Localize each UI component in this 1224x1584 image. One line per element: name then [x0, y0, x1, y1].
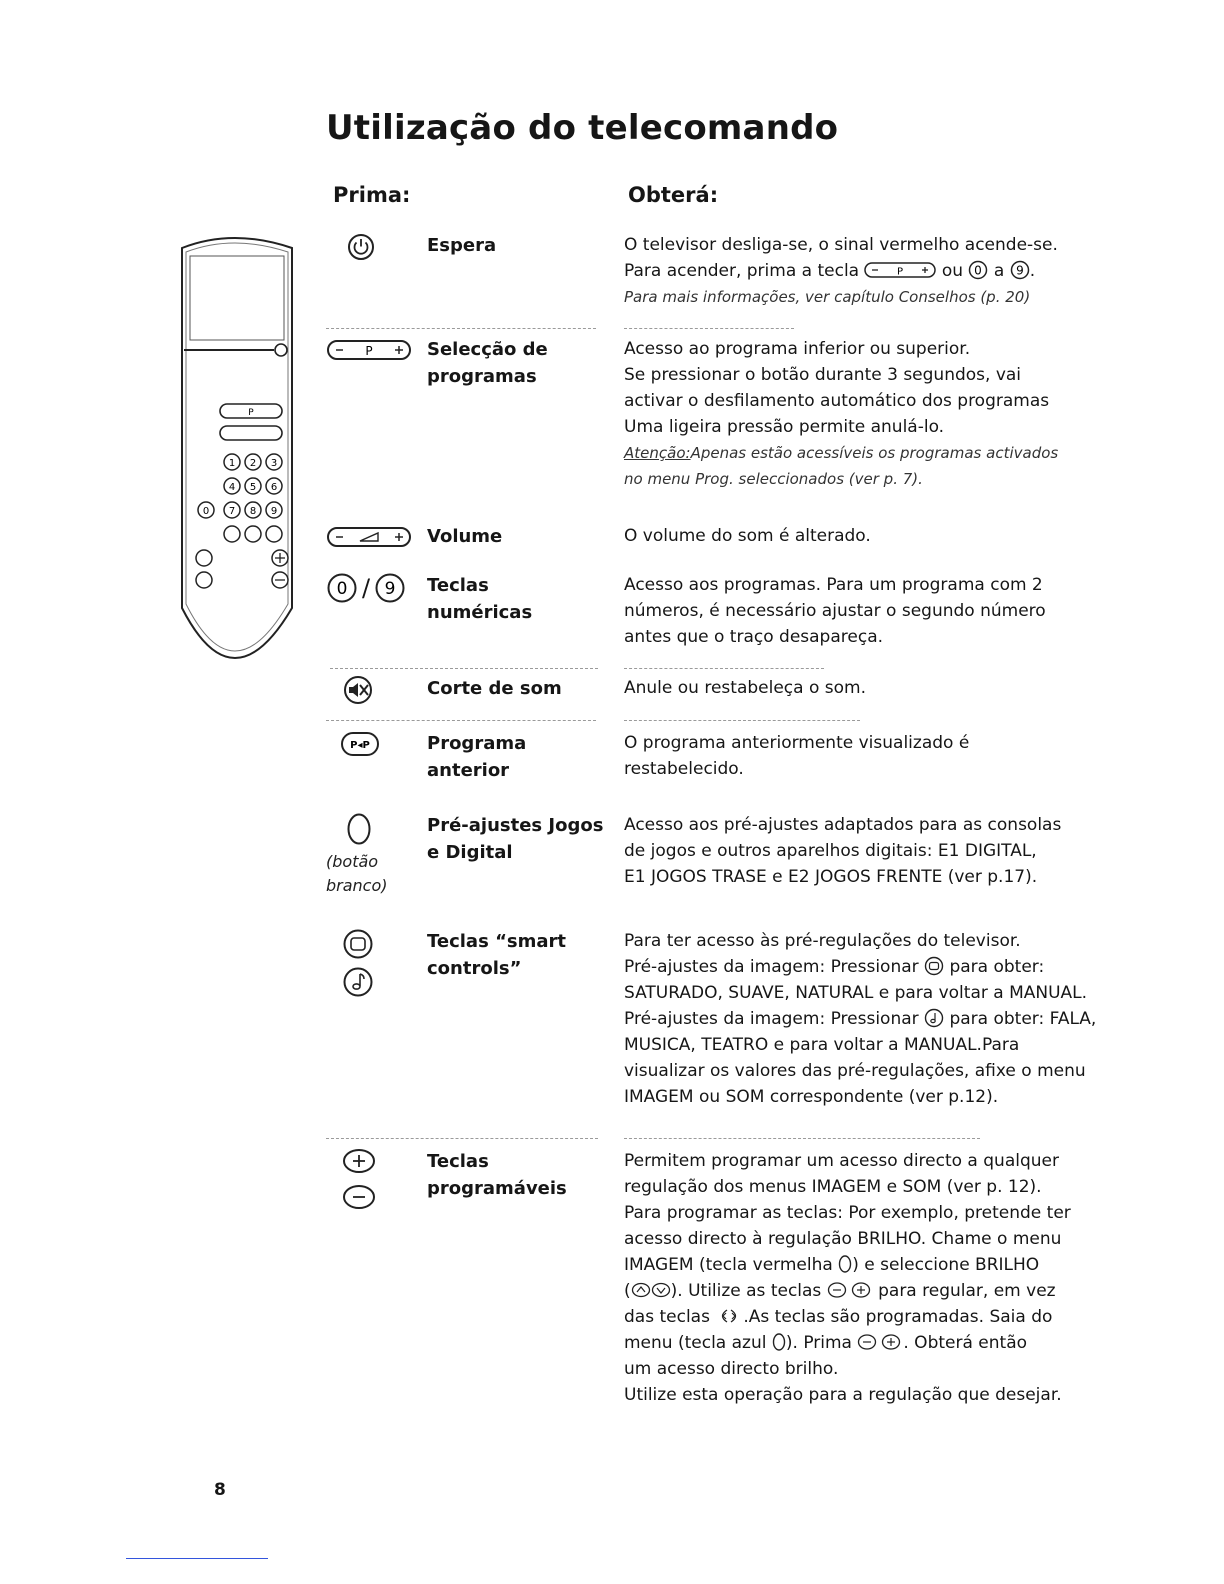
- presets-description: [624, 812, 1099, 890]
- svg-text:9: 9: [384, 579, 396, 599]
- program-rocker-inline-icon: [864, 261, 936, 279]
- smart-name-l1: Teclas “smart: [427, 931, 566, 952]
- program-select-name: [427, 336, 612, 390]
- numeric-name-l1: Teclas: [427, 575, 489, 596]
- red-key-icon: [838, 1254, 852, 1274]
- remote-key-0: 0: [202, 506, 210, 517]
- previous-name: [427, 730, 612, 784]
- programmable-desc-7b: .As teclas são programadas. Saia do: [743, 1307, 1053, 1327]
- mute-desc: Anule ou restabeleça o som.: [624, 678, 866, 698]
- minus-key-icon: [342, 1184, 376, 1210]
- remote-key-5: 5: [249, 482, 257, 493]
- programmable-desc-2: regulação dos menus IMAGEM e SOM (ver p. 12).: [624, 1177, 1042, 1197]
- divider: [330, 668, 598, 669]
- smart-name-l2: controls”: [427, 958, 522, 979]
- previous-program-icon-label: P◂P: [350, 740, 370, 751]
- smart-desc-5: MUSICA, TEATRO e para voltar a MANUAL.Para: [624, 1035, 1020, 1055]
- programmable-desc-8b: ). Prima: [785, 1333, 852, 1353]
- blue-key-icon: [772, 1332, 786, 1352]
- smart-desc-4: [624, 1006, 1099, 1032]
- row-standby-key: [326, 232, 416, 262]
- svg-text:P: P: [897, 266, 904, 278]
- divider: [326, 720, 596, 721]
- program-select-name-l1: Selecção de: [427, 339, 548, 360]
- remote-key-9: 9: [270, 506, 278, 517]
- volume-rocker-icon: [326, 525, 412, 549]
- remote-control-illustration: [168, 228, 298, 678]
- remote-keypad-row-3: [198, 502, 282, 518]
- mute-name: Corte de som: [427, 678, 562, 699]
- left-right-keys-icon: [715, 1307, 743, 1325]
- svg-text:P: P: [365, 344, 373, 358]
- numeric-slash: /: [362, 574, 371, 602]
- programmable-desc-5b: ) e seleccione BRILHO: [852, 1255, 1040, 1275]
- remote-key-7: 7: [228, 506, 236, 517]
- smart-sound-inline-icon: [924, 1008, 944, 1028]
- row-presets-key: [326, 812, 416, 898]
- digit-nine-icon: [1010, 260, 1030, 280]
- standby-desc-1: O televisor desliga-se, o sinal vermelho acende-se.: [624, 235, 1058, 255]
- previous-name-l2: anterior: [427, 760, 510, 781]
- programmable-desc-7a: das teclas: [624, 1307, 710, 1327]
- smart-desc-3: SATURADO, SUAVE, NATURAL e para voltar a MANUAL.: [624, 983, 1088, 1003]
- plus-key-icon: [342, 1148, 376, 1174]
- programmable-name-l1: Teclas: [427, 1151, 489, 1172]
- standby-icon: [346, 232, 376, 262]
- program-select-desc-3: activar o desfilamento automático dos programas: [624, 391, 1050, 411]
- smart-desc-6: visualizar os valores das pré-regulações, afixe o menu: [624, 1061, 1086, 1081]
- numeric-desc-2: números, é necessário ajustar o segundo número: [624, 601, 1046, 621]
- presets-name-l1: Pré-ajustes Jogos: [427, 815, 604, 836]
- program-select-note-1: [624, 440, 1099, 466]
- previous-description: [624, 730, 1099, 782]
- page-title: Utilização do telecomando: [326, 108, 839, 148]
- row-program-select-key: [326, 336, 416, 362]
- remote-key-6: 6: [270, 482, 278, 493]
- presets-name: [427, 812, 622, 866]
- programmable-desc-8: [624, 1330, 1099, 1356]
- divider: [624, 668, 824, 669]
- svg-text:P: P: [248, 408, 254, 418]
- program-select-name-l2: programas: [427, 366, 537, 387]
- mute-icon: [342, 675, 374, 705]
- smart-desc-2: [624, 954, 1099, 980]
- row-previous-key: [326, 730, 416, 758]
- smart-description: [624, 928, 1099, 1110]
- smart-desc-2b: para obter:: [949, 957, 1045, 977]
- divider: [624, 720, 860, 721]
- presets-desc-3: E1 JOGOS TRASE e E2 JOGOS FRENTE (ver p.17).: [624, 867, 1038, 887]
- numeric-desc-1: Acesso aos programas. Para um programa com 2: [624, 575, 1043, 595]
- programmable-desc-5: [624, 1252, 1099, 1278]
- remote-key-4: 4: [228, 482, 236, 493]
- divider: [624, 328, 794, 329]
- svg-text:0: 0: [974, 263, 983, 278]
- standby-name: Espera: [427, 235, 497, 256]
- row-volume-key: [326, 523, 416, 549]
- programmable-desc-7: [624, 1304, 1099, 1330]
- smart-desc-4a: Pré-ajustes da imagem: Pressionar: [624, 1009, 919, 1029]
- programmable-name: [427, 1148, 612, 1202]
- presets-caption-l2: branco): [326, 876, 388, 895]
- digit-nine-key-icon: [374, 572, 406, 604]
- numeric-name: [427, 572, 612, 626]
- minus-plus-keys-icon-2: [857, 1333, 903, 1351]
- previous-desc-2: restabelecido.: [624, 759, 744, 779]
- remote-key-2: 2: [249, 458, 257, 469]
- svg-text:0: 0: [336, 579, 348, 599]
- previous-name-l1: Programa: [427, 733, 527, 754]
- standby-desc-2d: .: [1029, 261, 1036, 281]
- presets-name-l2: e Digital: [427, 842, 513, 863]
- white-button-icon: [346, 812, 372, 846]
- remote-key-8: 8: [249, 506, 257, 517]
- programmable-desc-1: Permitem programar um acesso directo a qualquer: [624, 1151, 1059, 1171]
- programmable-desc-8a: menu (tecla azul: [624, 1333, 767, 1353]
- smart-desc-7: IMAGEM ou SOM correspondente (ver p.12).: [624, 1087, 999, 1107]
- previous-program-icon: [340, 730, 380, 758]
- program-rocker-icon: [326, 338, 412, 362]
- column-header-result: Obterá:: [628, 183, 719, 207]
- divider: [624, 1138, 980, 1139]
- volume-name: Volume: [427, 526, 503, 547]
- presets-desc-1: Acesso aos pré-ajustes adaptados para as consolas: [624, 815, 1062, 835]
- program-select-note-2: no menu Prog. seleccionados (ver p. 7).: [624, 470, 923, 488]
- standby-description: [624, 232, 1099, 310]
- smart-sound-icon: [342, 966, 374, 998]
- numeric-keys-icon: [326, 572, 358, 604]
- remote-key-3: 3: [270, 458, 278, 469]
- numeric-desc-3: antes que o traço desapareça.: [624, 627, 884, 647]
- row-smart-keys: [326, 928, 416, 998]
- program-select-desc-1: Acesso ao programa inferior ou superior.: [624, 339, 971, 359]
- standby-desc-2b: ou: [941, 261, 964, 281]
- smart-picture-inline-icon: [924, 956, 944, 976]
- presets-caption-l1: (botão: [326, 852, 379, 871]
- smart-name: [427, 928, 612, 982]
- program-select-note-1-text: Apenas estão acessíveis os programas activados: [690, 444, 1059, 462]
- programmable-desc-4: acesso directo à regulação BRILHO. Chame o menu: [624, 1229, 1062, 1249]
- smart-desc-2a: Pré-ajustes da imagem: Pressionar: [624, 957, 919, 977]
- remote-keypad-row-2: [224, 478, 282, 494]
- presets-desc-2: de jogos e outros aparelhos digitais: E1 DIGITAL,: [624, 841, 1037, 861]
- attention-label: Atenção:: [624, 444, 691, 462]
- programmable-name-l2: programáveis: [427, 1178, 567, 1199]
- numeric-name-l2: numéricas: [427, 602, 533, 623]
- programmable-desc-8c: . Obterá então: [903, 1333, 1028, 1353]
- standby-desc-2c: a: [993, 261, 1005, 281]
- programmable-desc-10: Utilize esta operação para a regulação que desejar.: [624, 1385, 1062, 1405]
- row-mute-key: [326, 675, 416, 705]
- smart-desc-4b: para obter: FALA,: [949, 1009, 1097, 1029]
- programmable-desc-9: um acesso directo brilho.: [624, 1359, 839, 1379]
- footer-rule: [126, 1558, 268, 1559]
- programmable-desc-6c: para regular, em vez: [878, 1281, 1056, 1301]
- remote-key-1: 1: [228, 458, 236, 469]
- programmable-desc-5a: IMAGEM (tecla vermelha: [624, 1255, 833, 1275]
- programmable-description: [624, 1148, 1099, 1408]
- digit-zero-icon: [968, 260, 988, 280]
- remote-keypad-row-1: [224, 454, 282, 470]
- program-select-desc-4: Uma ligeira pressão permite anulá-lo.: [624, 417, 945, 437]
- program-select-desc-2: Se pressionar o botão durante 3 segundos, vai: [624, 365, 1022, 385]
- row-programmable-keys: [326, 1148, 416, 1210]
- volume-desc: O volume do som é alterado.: [624, 526, 871, 546]
- smart-desc-1: Para ter acesso às pré-regulações do televisor.: [624, 931, 1021, 951]
- programmable-desc-6: [624, 1278, 1099, 1304]
- row-numeric-key: [326, 572, 416, 604]
- programmable-desc-3: Para programar as teclas: Por exemplo, pretende ter: [624, 1203, 1071, 1223]
- divider: [326, 328, 596, 329]
- divider: [326, 1138, 598, 1139]
- column-header-press: Prima:: [333, 183, 411, 207]
- programmable-desc-6b: ). Utilize as teclas: [670, 1281, 822, 1301]
- mute-description: [624, 675, 1099, 701]
- standby-note: Para mais informações, ver capítulo Conselhos (p. 20): [624, 288, 1031, 306]
- svg-text:9: 9: [1015, 263, 1024, 278]
- smart-picture-icon: [342, 928, 374, 960]
- minus-plus-keys-icon: [827, 1281, 873, 1299]
- numeric-description: [624, 572, 1099, 650]
- presets-caption: [326, 850, 416, 898]
- standby-desc-2a: Para acender, prima a tecla: [624, 261, 860, 281]
- up-down-keys-icon: [631, 1281, 671, 1299]
- programmable-desc-6a: (: [624, 1281, 631, 1301]
- standby-desc-2: [624, 258, 1099, 284]
- page-number: 8: [214, 1480, 226, 1500]
- program-select-description: [624, 336, 1099, 492]
- previous-desc-1: O programa anteriormente visualizado é: [624, 733, 970, 753]
- volume-description: [624, 523, 1099, 549]
